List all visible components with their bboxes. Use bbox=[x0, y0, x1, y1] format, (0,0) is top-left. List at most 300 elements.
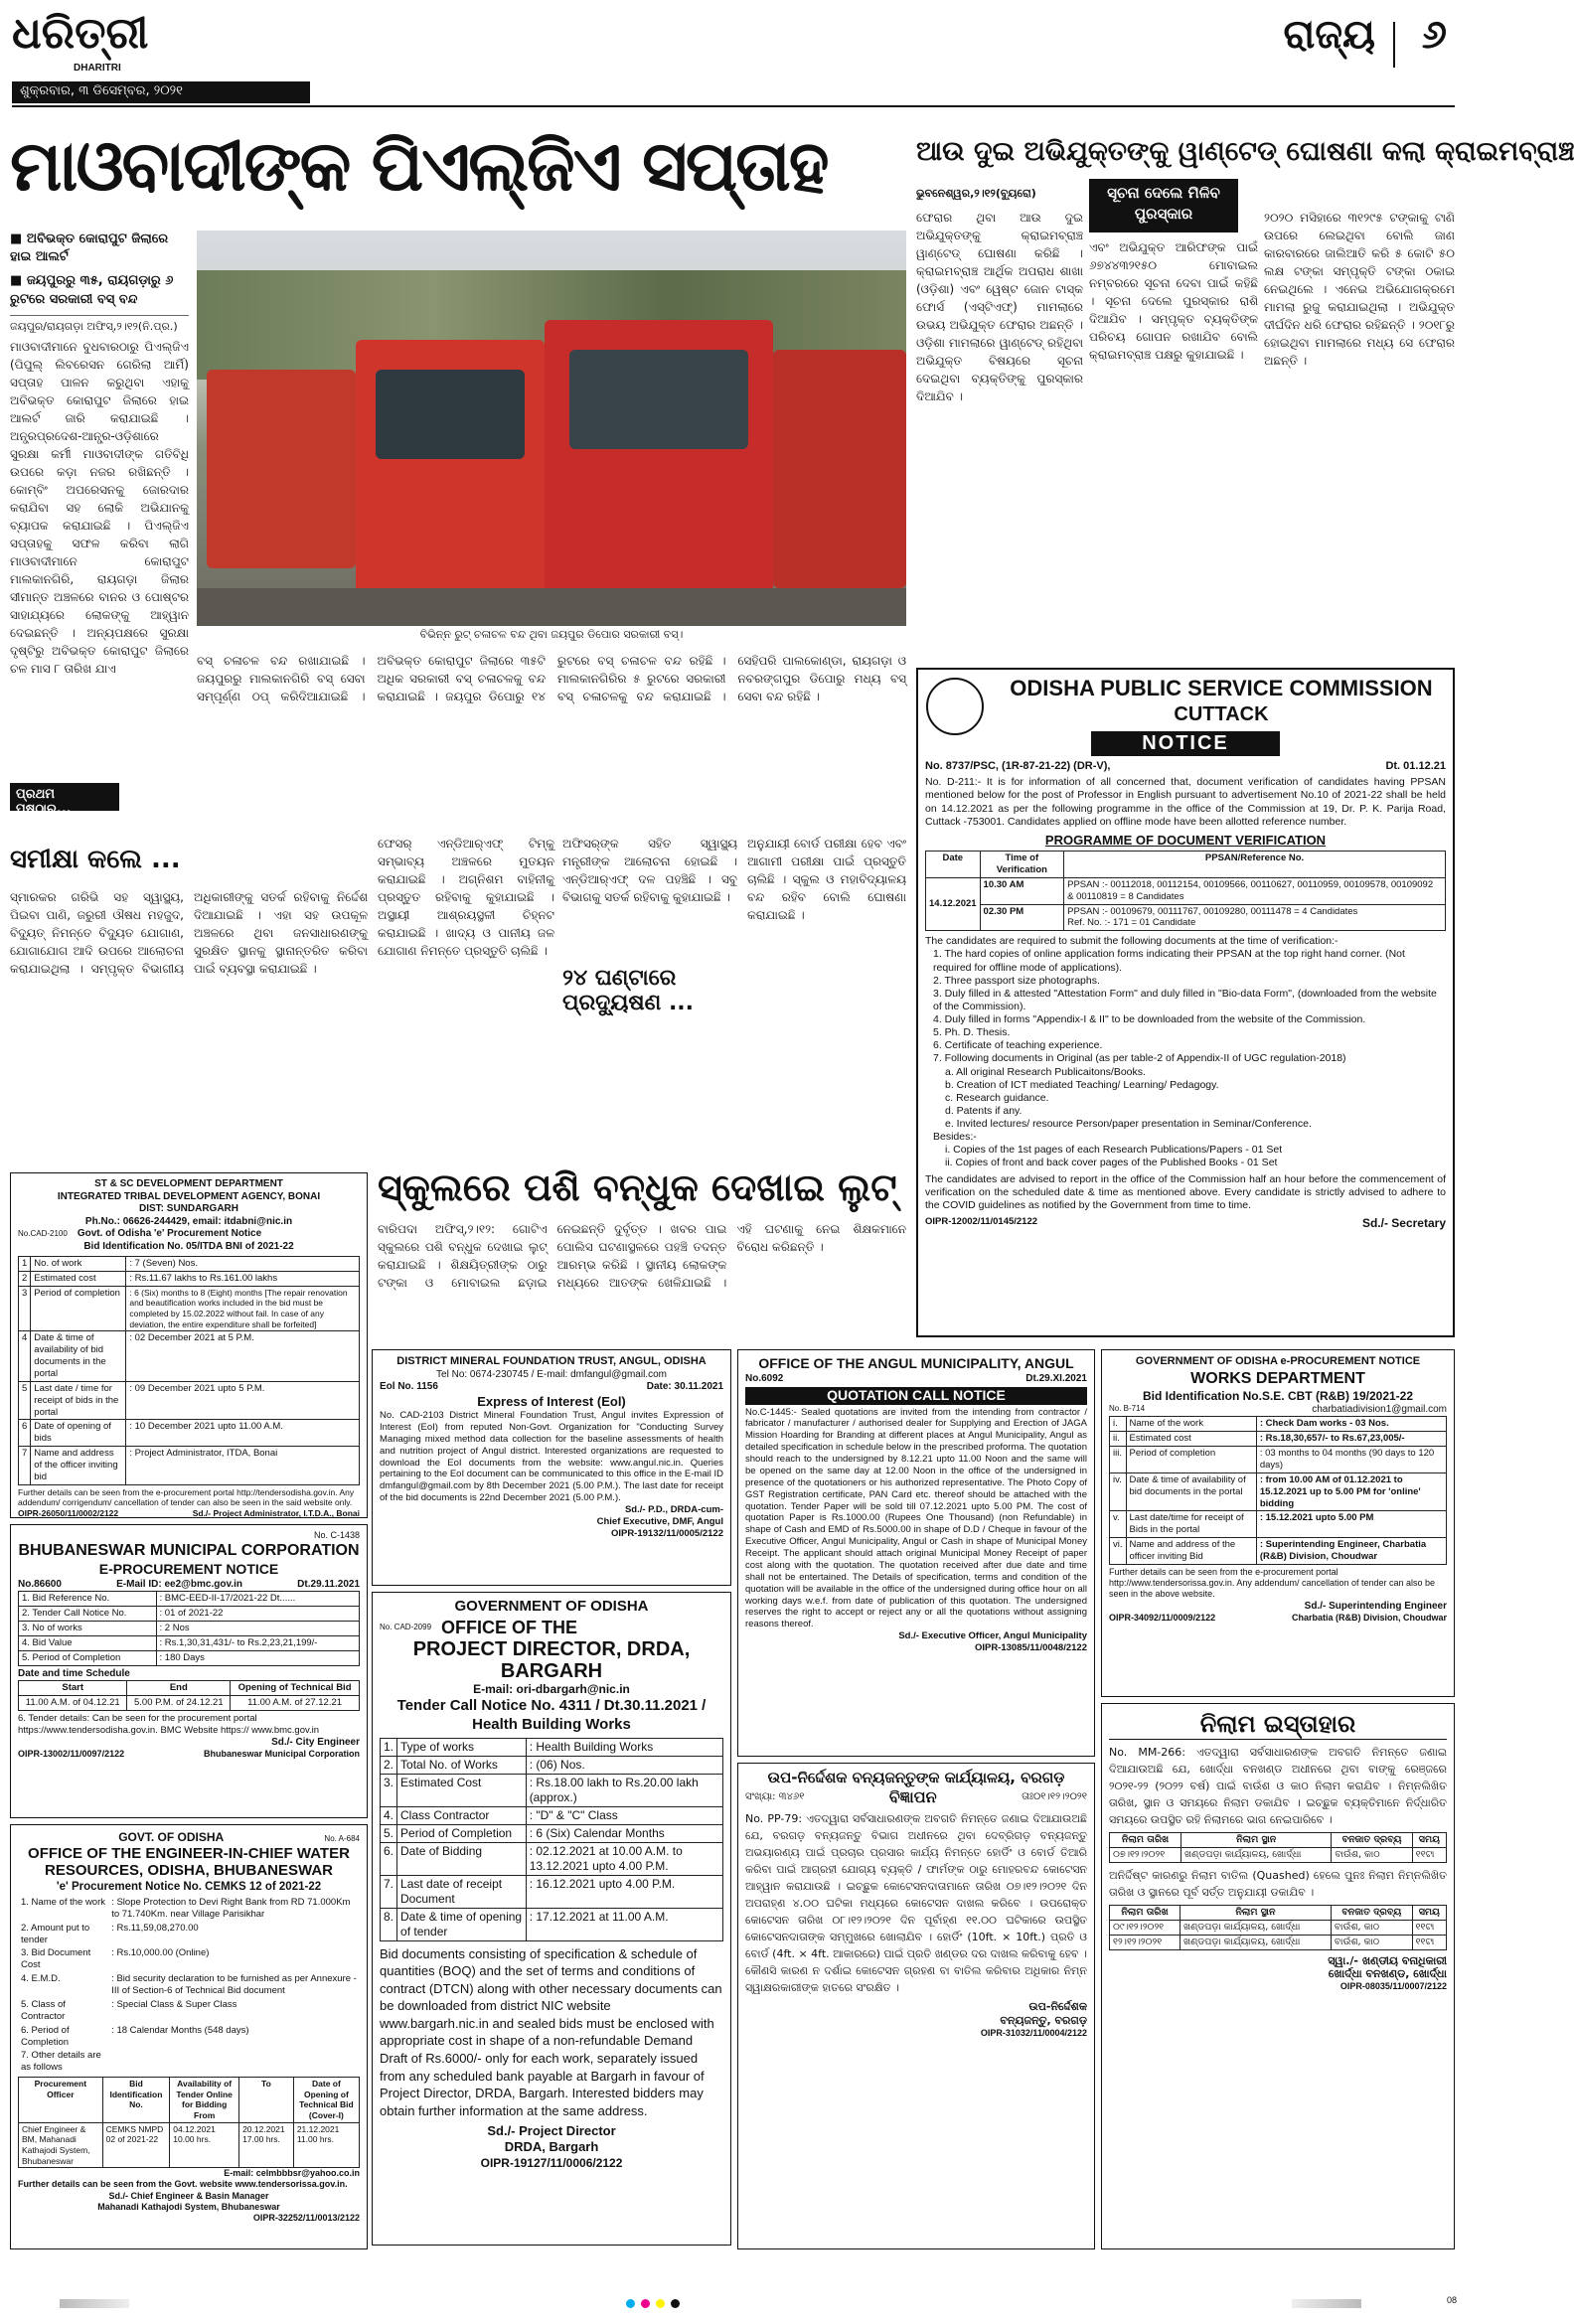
table-cell: 5. Period of Completion bbox=[19, 1650, 157, 1665]
table-cell: ୦୭।୧୨।୨୦୨୧ bbox=[1110, 1848, 1181, 1863]
dmf-contact: Tel No: 0674-230745 / E-mail: dmfangul@gmail.com bbox=[436, 1368, 667, 1380]
table-row bbox=[1110, 1432, 1447, 1447]
table-cell: Date & time of availability of bid documents in the portal bbox=[31, 1331, 126, 1382]
color-strip bbox=[60, 2299, 129, 2308]
table-cell: Period of completion bbox=[1126, 1447, 1256, 1473]
signature: ଉପ-ନିର୍ଦ୍ଦେଶକ bbox=[1028, 2000, 1087, 2014]
table-row bbox=[18, 1972, 360, 1998]
itda-bid: Bid Identification No. 05/ITDA BNI of 2021-22 bbox=[83, 1240, 294, 1252]
table-cell-line: Ref. No. :- 171 = 01 Candidate bbox=[1067, 917, 1196, 929]
dmf-eol: Eol No. 1156 bbox=[380, 1381, 438, 1393]
table-row bbox=[19, 1592, 360, 1607]
itda-notice bbox=[10, 1172, 368, 1518]
table-cell: Period of Completion bbox=[397, 1824, 527, 1842]
table-cell: 14.12.2021 bbox=[926, 877, 981, 931]
table-cell: 04.12.2021 10.00 hrs. bbox=[170, 2122, 239, 2168]
table-cell: 4. E.M.D. bbox=[21, 1973, 61, 1985]
drda-office: OFFICE OF THE bbox=[441, 1617, 578, 1637]
auction-table-2 bbox=[1109, 1905, 1447, 1950]
table-header: Date bbox=[926, 852, 981, 878]
drda-table bbox=[380, 1738, 723, 1941]
works-gov: GOVERNMENT OF ODISHA e-PROCUREMENT NOTICE bbox=[1135, 1355, 1421, 1367]
table-cell: 1 bbox=[19, 1257, 31, 1272]
angul-date: Dt.29.XI.2021 bbox=[1025, 1372, 1087, 1384]
list-item: b. Creation of ICT mediated Teaching/ Learning/ Pedagogy. bbox=[945, 1078, 1219, 1091]
table-cell: Date & time of opening of tender bbox=[397, 1908, 527, 1940]
table-header: Date of Opening of Technical Bid (Cover-I) bbox=[293, 2078, 359, 2123]
lead-body-text: ବସ୍‌ ଚଳାଚଳ ବନ୍ଦ ରଖାଯାଇଛି । ଜୟପୁରରୁ ମାଲକାନଗିରି ବସ୍‌ ସେବା ସମ୍ପୂର୍ଣ୍ଣ ଠପ୍‌ କରିଦିଆଯାଇଛି । ଅବିଭକ୍ତ କୋରାପୁଟ ଜିଲାରେ ୩୫ଟି ଅଧିକ ସରକାରୀ ବସ୍‌ ଚଳାଚଳକୁ ବନ୍ଦ କରାଯାଇଛି । ଜୟପୁର ଡିପୋରୁ ୧୪ ରୁଟରେ ବସ୍‌ ଚଳାଚଳ ବନ୍ଦ ରହିଛି । ମାଲକାନଗିରିର ୫ ରୁଟରେ ସରକାରୀ ବସ୍‌ ଚଳାଚଳକୁ ବନ୍ଦ କରାଯାଇଛି । ସେହିପରି ପାଲକୋଣ୍ଡା, ରାୟଗଡ଼ା ଓ ନବରଙ୍ଗପୁର ଡିପୋରୁ ମଧ୍ୟ ବସ୍‌ ସେବା ବନ୍ଦ ରହିଛି । bbox=[197, 654, 906, 703]
drda-email: E-mail: ori-dbargarh@nic.in bbox=[473, 1682, 630, 1697]
wr-table bbox=[18, 1896, 360, 2075]
bmc-no: No.86600 bbox=[18, 1578, 62, 1590]
table-cell: ୧୧ଟା bbox=[1412, 1935, 1446, 1949]
table-cell: : Rs.10,000.00 (Online) bbox=[111, 1947, 210, 1959]
itda-agency: INTEGRATED TRIBAL DEVELOPMENT AGENCY, BONAI bbox=[57, 1190, 321, 1202]
table-cell: 2. Tender Call Notice No. bbox=[19, 1607, 157, 1622]
drda-notice bbox=[372, 1592, 731, 2246]
table-cell: ବାଉଁଶ, କାଠ bbox=[1331, 1920, 1412, 1935]
angul-no: No.6092 bbox=[745, 1372, 784, 1384]
table-cell: 8. bbox=[381, 1908, 397, 1940]
wr-further: Further details can be seen from the Govt. website www.tendersorissa.gov.in. bbox=[18, 2179, 348, 2190]
table-cell: 3. No of works bbox=[19, 1622, 157, 1636]
oipr-code: OIPR-13002/11/0097/2122 bbox=[18, 1749, 125, 1760]
table-cell: 1. bbox=[381, 1738, 397, 1756]
crime-headline: ଆଉ ଦୁଇ ଅଭିଯୁକ୍ତଙ୍କୁ ୱାଣ୍ଟେଡ୍‌ ଘୋଷଣା କଲା କ୍ରାଇମବ୍ରାଞ୍ଚ bbox=[916, 136, 1574, 167]
table-cell: i. bbox=[1110, 1417, 1127, 1432]
list-item: 2. Three passport size photographs. bbox=[933, 974, 1100, 987]
dmf-date: Date: 30.11.2021 bbox=[646, 1381, 723, 1393]
table-cell: ଖଣ୍ଡପଡ଼ା କାର୍ଯ୍ୟାଳୟ, ଖୋର୍ଦ୍ଧା bbox=[1181, 1848, 1332, 1863]
list-item: ii. Copies of front and back cover pages of the Published Books - 01 Set bbox=[945, 1157, 1278, 1169]
bus-depot-photo bbox=[197, 231, 906, 626]
signature: Sd./- Project Director bbox=[487, 2123, 616, 2139]
table-cell: : Special Class & Super Class bbox=[111, 1998, 237, 2010]
angul-notice bbox=[737, 1349, 1095, 1757]
table-row bbox=[1110, 1447, 1447, 1473]
table-cell: Type of works bbox=[397, 1738, 527, 1756]
table-cell: 6. bbox=[381, 1842, 397, 1875]
lead-bullet: ■ ଜୟପୁରରୁ ୩୫, ରାୟଗଡ଼ାରୁ ୬ ରୁଟରେ ସରକାରୀ ବସ୍‌ ବନ୍ଦ bbox=[10, 273, 174, 307]
table-row bbox=[19, 1447, 360, 1485]
table-cell: Class Contractor bbox=[397, 1806, 527, 1824]
registration-mark bbox=[671, 2299, 680, 2308]
table-cell: 5.00 P.M. of 24.12.21 bbox=[127, 1696, 231, 1711]
table-cell: ୧୨।୧୨।୨୦୨୧ bbox=[1110, 1935, 1180, 1949]
table-cell: : Project Administrator, ITDA, Bonai bbox=[126, 1447, 360, 1485]
oipr-code: OIPR-26050/11/0002/2122 bbox=[18, 1508, 119, 1518]
list-item: e. Invited lectures/ resource Person/paper presentation in Seminar/Conference. bbox=[945, 1118, 1312, 1130]
photo-caption: ବିଭିନ୍ନ ରୁଟ୍‌ ଚଳାଚଳ ବନ୍ଦ ଥିବା ଜୟପୁର ଡିପୋର ସରକାରୀ ବସ୍‌। bbox=[419, 628, 684, 641]
table-cell: ୦୯।୧୨।୨୦୨୧ bbox=[1110, 1920, 1180, 1935]
table-cell: : 10 December 2021 upto 11.00 A.M. bbox=[126, 1420, 360, 1447]
table-row bbox=[1110, 1538, 1447, 1565]
oipr-code: OIPR-19127/11/0006/2122 bbox=[480, 2155, 623, 2170]
table-row bbox=[18, 1946, 360, 1972]
table-cell: Last date of receipt Document bbox=[397, 1875, 527, 1908]
school-body: ବାରିପଦା ଅଫିସ୍‌,୨।୧୨: ଗୋଟିଏ ସ୍କୁଲରେ ପଶି ବନ୍ଧୁକ ଦେଖାଇ ଲୁଟ୍‌ କରାଯାଇଛି । ଶିକ୍ଷୟିତ୍ରୀଙ୍କ ଠାରୁ ଟଙ୍କା ଓ ମୋବାଇଲ ଛଡ଼ାଇ ନେଇଛନ୍ତି ଦୁର୍ବୃତ୍ତ । ଖବର ପାଇ ପୋଲିସ ଘଟଣାସ୍ଥଳରେ ପହଞ୍ଚି ତଦନ୍ତ ଆରମ୍ଭ କରିଛି । ସ୍ଥାନୀୟ ଲୋକଙ୍କ ମଧ୍ୟରେ ଆତଙ୍କ ଖେଳିଯାଇଛି । ଏହି ଘଟଣାକୁ ନେଇ ଶିକ୍ଷକମାନେ ବିରୋଧ କରିଛନ୍ତି । bbox=[378, 1222, 906, 1290]
dmf-body: No. CAD-2103 District Mineral Foundation Trust, Angul invites Expression of Interest (EoI) from reputed Non-Govt. Organization for "Conducting Survey Managing mixed method data collection for the baseline assessments of health and nutrition project of Angul district. Interested organizations are requested to download the EoI documents from the website: www.angul.nic.in. Queries pertaining to the EoI document can be communicated to this office in the E-mail ID dmfangul@gmail.com by 8th December 2021 (5.00 P.M.). The last date for receipt of the bid documents is 22nd December 2021 (5.00 P.M.). bbox=[380, 1410, 723, 1504]
table-cell: ବାଉଁଶ, କାଠ bbox=[1331, 1935, 1412, 1949]
table-cell: ବାଉଁଶ, କାଠ bbox=[1332, 1848, 1412, 1863]
table-cell: : Rs.1,30,31,431/- to Rs.2,23,21,199/- bbox=[156, 1635, 359, 1650]
angul-body: No.C-1445:- Sealed quotations are invited from the intending from contractor / fabricator / manufacturer / authorised dealer for Supplying and Erection of JAGA Mission Hoarding for Branding at different places at Angul Municipality, Angul as detailed specification in schedule below in the prescribed proforma. The quotation should reach to the undersigned by 8.12.21 upto 11.00 Noon and the same will be opened on the same day at 12.00 Noon in the office of the undersigned in presence of the quotationers or his authorized representative. The Photo Copy of GST Registration certificate, PAN Card etc. thereof should be attached with the quotation. Tender Paper will be sold till 07.12.2021 upto 5.00 PM. The cost of quotation Paper is Rs.1000.00 (Rupees One Thousand) (non Refundable) in shape of Cash and EMD of Rs.5000.00 in shape of D.D / Cheque in favour of the Executive Officer, Angul Municipality, Angul or Cash in shape of Municipal Money Receipt. The applicant should attach original Municipal Money Receipt of paper cost along with the quotation. The quotation received after due date and time shall not be entertained. The Details of specification, terms and condition of the quotation will be available in the office of the undersigned during office hour on all working days w.e.f. from date of publication of this quotation. The undersigned reserves the right to accept or reject any or all the quotations without assigning reasons thereof. bbox=[745, 1406, 1087, 1630]
table-row bbox=[381, 1908, 723, 1940]
opsc-notice-label: NOTICE bbox=[1091, 731, 1280, 756]
works-bid: Bid Identification No.S.E. CBT (R&B) 19/2021-22 bbox=[1142, 1388, 1414, 1403]
list-item: 5. Ph. D. Thesis. bbox=[933, 1026, 1011, 1039]
table-cell: : Rs.18.00 lakh to Rs.20.00 lakh (approx.) bbox=[526, 1774, 722, 1806]
table-row bbox=[18, 1998, 360, 2024]
page-number: ୬ bbox=[1421, 12, 1447, 58]
dmf-title: DISTRICT MINERAL FOUNDATION TRUST, ANGUL, ODISHA bbox=[396, 1355, 707, 1367]
table-row bbox=[1110, 1472, 1447, 1511]
table-cell: Chief Engineer & BM, Mahanadi Kathajodi System, Bhubaneswar bbox=[19, 2122, 103, 2168]
table-row bbox=[19, 1257, 360, 1272]
opsc-programme-title: PROGRAMME OF DOCUMENT VERIFICATION bbox=[1044, 832, 1327, 848]
table-cell: Last date / time for receipt of bids in the portal bbox=[31, 1381, 126, 1420]
table-cell: Estimated cost bbox=[31, 1271, 126, 1286]
table-cell: ୧୧ଟା bbox=[1412, 1848, 1446, 1863]
lead-headline: ମାଓବାଦୀଙ୍କ ପିଏଲ୍‌ଜିଏ ସପ୍ତାହ bbox=[10, 125, 828, 207]
oipr-code: OIPR-34092/11/0009/2122 bbox=[1109, 1613, 1216, 1624]
table-cell: 02.30 PM bbox=[980, 904, 1064, 931]
table-cell: 3. bbox=[381, 1774, 397, 1806]
forest-notice bbox=[737, 1763, 1095, 2249]
auction-body-2: ଅନିର୍ଦ୍ଦିଷ୍ଟ କାରଣରୁ ନିଲାମ ବାତିଲ (Quashed) ହେଲେ ପୁନଃ ନିଲାମ ନିମ୍ନଲିଖିତ ତାରିଖ ଓ ସ୍ଥାନରେ ପୂର୍ବ ସର୍ତ୍ତ ଅନୁଯାୟୀ ଡକାଯିବ । bbox=[1109, 1868, 1447, 1900]
table-cell: 5. bbox=[381, 1824, 397, 1842]
table-row bbox=[19, 1622, 360, 1636]
opsc-city: CUTTACK bbox=[1174, 702, 1269, 725]
forest-title: ଉପ-ନିର୍ଦ୍ଦେଶକ ବନ୍ୟଜନ୍ତୁଙ୍କ କାର୍ଯ୍ୟାଳୟ, ବରଗଡ଼ bbox=[767, 1769, 1065, 1786]
table-cell: 21.12.2021 11.00 hrs. bbox=[293, 2122, 359, 2168]
table-header: PPSAN/Reference No. bbox=[1064, 852, 1446, 878]
table-cell: : Rs.11,59,08,270.00 bbox=[111, 1922, 199, 1934]
table-row bbox=[19, 1420, 360, 1447]
drda-gov: GOVERNMENT OF ODISHA bbox=[454, 1598, 649, 1615]
table-cell: : 09 December 2021 upto 5 P.M. bbox=[126, 1381, 360, 1420]
auction-body: No. MM-266: ଏତଦ୍ୱାରା ସର୍ବସାଧାରଣଙ୍କ ଅବଗତି ନିମନ୍ତେ ଜଣାଇ ଦିଆଯାଉଅଛି ଯେ, ଖୋର୍ଦ୍ଧା ବନଖଣ୍ଡ ଅଧୀନରେ ଥିବା ବାଙ୍କୁ ରେଞ୍ଜରେ ୨୦୨୧-୨୨ (୨୦୨୨ ବର୍ଷ) ପାଇଁ ବାଉଁଶ ଓ କାଠ ନିଲାମ କରାଯିବ । ନିମ୍ନଲିଖିତ ତାରିଖ, ସ୍ଥାନ ଓ ସମୟରେ ନିଲାମ ଡକାଯିବ । ଇଚ୍ଛୁକ ବ୍ୟକ୍ତିମାନେ ନିର୍ଦ୍ଧାରିତ ସମୟରେ ଉପସ୍ଥିତ ରହି ନିଲାମରେ ଭାଗ ନେଇପାରିବେ । bbox=[1109, 1746, 1447, 1827]
itda-dept: ST & SC DEVELOPMENT DEPARTMENT bbox=[94, 1178, 283, 1189]
opsc-verification-table bbox=[925, 851, 1446, 931]
table-cell: : from 10.00 AM of 01.12.2021 to 15.12.2021 up to 5.00 PM for 'online' bidding bbox=[1256, 1472, 1446, 1511]
table-cell: 4. Bid Value bbox=[19, 1635, 157, 1650]
color-strip bbox=[1292, 2299, 1361, 2308]
auction-notice bbox=[1101, 1703, 1455, 2249]
table-header: ସମୟ bbox=[1412, 1906, 1446, 1921]
list-item: c. Research guidance. bbox=[945, 1091, 1049, 1104]
table-cell: 2. Amount put to tender bbox=[21, 1922, 90, 1945]
works-dept: WORKS DEPARTMENT bbox=[1190, 1369, 1365, 1387]
table-row bbox=[1110, 1935, 1447, 1949]
works-notice bbox=[1101, 1349, 1455, 1697]
signature: Sd./- Superintending Engineer bbox=[1304, 1600, 1447, 1612]
list-item: a. All original Research Publicaitons/Books. bbox=[945, 1065, 1146, 1078]
table-cell: 6 bbox=[19, 1420, 31, 1447]
table-cell: : 02 December 2021 at 5 P.M. bbox=[126, 1331, 360, 1382]
wr-procurement: 'e' Procurement Notice No. CEMKS 12 of 2021-22 bbox=[56, 1880, 322, 1893]
table-header: To bbox=[239, 2078, 294, 2123]
table-cell: Date of opening of bids bbox=[31, 1420, 126, 1447]
section-divider bbox=[1393, 22, 1395, 68]
signature: Sd./- City Engineer bbox=[271, 1736, 360, 1748]
opsc-title: ODISHA PUBLIC SERVICE COMMISSION bbox=[1010, 676, 1433, 700]
table-header: Opening of Technical Bid bbox=[231, 1681, 360, 1696]
drda-tender: Tender Call Notice No. 4311 / Dt.30.11.2021 / Health Building Works bbox=[396, 1697, 707, 1733]
review-col3: ଅଫିସର୍‌ଙ୍କ ସହିତ ସ୍ୱାସ୍ଥ୍ୟ ମନ୍ତ୍ରୀଙ୍କ ଆଲୋଚନା ହୋଇଛି । ଏନ୍‌ଡିଆର୍‌ଏଫ୍‌ ଦଳ ପହଞ୍ଚିଛି । ସବୁ ବିଭାଗକୁ ସତର୍କ ରହିବାକୁ କୁହାଯାଇଛି । bbox=[562, 837, 737, 904]
print-footer bbox=[0, 2285, 1467, 2324]
table-cell: Name of the work bbox=[1126, 1417, 1256, 1432]
table-cell: vi. bbox=[1110, 1538, 1127, 1565]
table-cell: iv. bbox=[1110, 1472, 1127, 1511]
table-cell: 7 bbox=[19, 1447, 31, 1485]
table-cell: : 15.12.2021 upto 5.00 PM bbox=[1256, 1511, 1446, 1538]
table-row bbox=[19, 1331, 360, 1382]
dmf-notice bbox=[372, 1349, 731, 1586]
table-cell: 1. Bid Reference No. bbox=[19, 1592, 157, 1607]
table-row bbox=[19, 1635, 360, 1650]
list-item: i. Copies of the 1st pages of each Research Publications/Papers - 01 Set bbox=[945, 1144, 1283, 1157]
itda-table bbox=[18, 1256, 360, 1485]
drda-title: PROJECT DIRECTOR, DRDA, BARGARH bbox=[412, 1638, 691, 1683]
wr-bid-table bbox=[18, 2077, 360, 2168]
table-cell: 20.12.2021 17.00 hrs. bbox=[239, 2122, 294, 2168]
oipr-code: OIPR-19132/11/0005/2122 bbox=[610, 1527, 723, 1539]
table-cell: v. bbox=[1110, 1511, 1127, 1538]
oipr-code: OIPR-13085/11/0048/2122 bbox=[974, 1642, 1087, 1653]
forest-no: ସଂଖ୍ୟା: ୩୪୬୧ bbox=[745, 1790, 805, 1802]
opsc-ref-no: No. 8737/PSC, (1R-87-21-22) (DR-V), bbox=[925, 759, 1111, 772]
bus-windshield bbox=[376, 370, 525, 459]
table-header: ନିଲାମ ତାରିଖ bbox=[1110, 1906, 1180, 1921]
table-row bbox=[381, 1756, 723, 1774]
logo-subtitle: DHARITRI bbox=[74, 63, 121, 74]
crime-col2: ଏବଂ ଅଭିଯୁକ୍ତ ଆରିଫଙ୍କ ପାଇଁ ୬୭୪୪୩୨୧୫୦ ମୋବାଇଲ ନମ୍ବରରେ ସୂଚନା ଦେବା ପାଇଁ କହିଛି । ସୂଚନା ଦେଲେ ପୁରସ୍କାର ରାଶି ଦିଆଯିବ । ସମ୍ପୃକ୍ତ ବ୍ୟକ୍ତିଙ୍କ ପରିଚୟ ଗୋପନ ରଖାଯିବ ବୋଲି କ୍ରାଇମବ୍ରାଞ୍ଚ ପକ୍ଷରୁ କୁହାଯାଇଛି । bbox=[1089, 240, 1258, 362]
wr-code: No. A-684 bbox=[324, 1834, 360, 1843]
table-cell: ii. bbox=[1110, 1432, 1127, 1447]
table-cell: : Superintending Engineer, Charbatia (R&B) Division, Choudwar bbox=[1256, 1538, 1446, 1565]
table-header: ନିଲାମ ସ୍ଥାନ bbox=[1181, 1833, 1332, 1848]
table-cell: 5 bbox=[19, 1381, 31, 1420]
table-header: Availability of Tender Online for Bidding From bbox=[170, 2078, 239, 2123]
table-cell: : 18 Calendar Months (548 days) bbox=[111, 2024, 249, 2036]
review-col4: ଅନୁଯାୟୀ ବୋର୍ଡ ପରୀକ୍ଷା ହେବ ଏବଂ ଆଗାମୀ ପରୀକ୍ଷା ପାଇଁ ପ୍ରସ୍ତୁତି ଚାଲିଛି । ସ୍କୁଲ ଓ ମହାବିଦ୍ୟାଳୟ ବନ୍ଦ ରହିବ ବୋଲି ଘୋଷଣା କରାଯାଇଛି । bbox=[747, 837, 906, 922]
opsc-requirement: The candidates are required to submit the following documents at the time of verification:- bbox=[925, 935, 1338, 948]
table-cell: : Check Dam works - 03 Nos. bbox=[1256, 1417, 1446, 1432]
table-cell: ଖଣ୍ଡପଡ଼ା କାର୍ଯ୍ୟାଳୟ, ଖୋର୍ଦ୍ଧା bbox=[1180, 1935, 1331, 1949]
opsc-closing: The candidates are advised to report in the office of the Commission half an hour before the commencement of verification on the scheduled date & time as mentioned above. Every candidate is strictly advised to adhere to the COVID guidelines as notified by the Government from time to time. bbox=[925, 1172, 1446, 1211]
signature: Sd./- Chief Engineer & Basin Manager bbox=[108, 2190, 269, 2201]
table-cell: 1. Name of the work bbox=[21, 1896, 106, 1908]
table-cell: 7. bbox=[381, 1875, 397, 1908]
table-header: ନିଲାମ ତାରିଖ bbox=[1110, 1833, 1181, 1848]
table-cell-line: PPSAN :- 00109679, 00111767, 00109280, 00111478 = 4 Candidates bbox=[1067, 905, 1358, 917]
masthead bbox=[12, 8, 1455, 107]
table-cell: : 7 (Seven) Nos. bbox=[126, 1257, 360, 1272]
dmf-subtitle: Express of Interest (Eol) bbox=[477, 1393, 626, 1409]
wr-email: E-mail: celmbbbsr@yahoo.co.in bbox=[224, 2168, 360, 2179]
forest-date: ତାଃ୦୧।୧୨।୨୦୨୧ bbox=[1022, 1790, 1087, 1802]
table-cell: : Rs.11.67 lakhs to Rs.161.00 lakhs bbox=[126, 1271, 360, 1286]
works-table bbox=[1109, 1416, 1447, 1565]
section-title: ରାଜ୍ୟ bbox=[1283, 12, 1375, 58]
table-row bbox=[381, 1824, 723, 1842]
table-cell: : 02.12.2021 at 10.00 A.M. to 13.12.2021 upto 4.00 P.M. bbox=[526, 1842, 722, 1875]
opsc-intro: No. D-211:- It is for information of all concerned that, document verification of candidates having PPSAN mentioned below for the post of Professor in English pursuant to advertisement No.10 of 2021-22 shall be held on 14.12.2021 as per the following programme in the office of the Commission at 19, Dr. P. K. Parija Road, Cuttack -753001. Candidates applied on offline mode have been allotted reference number. bbox=[925, 776, 1446, 828]
bus-shape bbox=[773, 350, 906, 588]
table-row bbox=[19, 1381, 360, 1420]
lead-left-column bbox=[10, 231, 189, 823]
registration-mark bbox=[626, 2299, 635, 2308]
list-item: 6. Certificate of teaching experience. bbox=[933, 1039, 1103, 1052]
table-cell: : Rs.18,30,657/- to Rs.67,23,005/- bbox=[1256, 1432, 1446, 1447]
drda-body: Bid documents consisting of specification & schedule of quantities (BOQ) and the set of terms and conditions of contract (DTCN) along with other necessary documents can be downloaded from district NIC website www.bargarh.nic.in and sealed bids must be enclosed with appropriate cost in shape of a non-refundable Demand Draft of Rs.6000/- only for each work, separately issued from any scheduled bank payable at Bargarh in favour of Project Director, DRDA, Bargarh. Interested bidders may obtain further information at the same address. bbox=[380, 1945, 722, 2118]
table-cell: 6. Period of Completion bbox=[21, 2024, 70, 2048]
table-cell: : "D" & "C" Class bbox=[526, 1806, 722, 1824]
table-row bbox=[381, 1738, 723, 1756]
table-cell: PPSAN :- 00112018, 00112154, 00109566, 00110627, 00110959, 00109578, 00109092 & 00110819 = 8 Candidates bbox=[1064, 877, 1446, 904]
table-cell: : Slope Protection to Devi Right Bank from RD 71.000Km to 71.740Km. near Village Parisikhar bbox=[111, 1896, 351, 1920]
table-cell: 2 bbox=[19, 1271, 31, 1286]
registration-mark bbox=[656, 2299, 665, 2308]
table-cell bbox=[108, 2049, 360, 2075]
forest-subtitle: ବିଜ୍ଞାପନ bbox=[888, 1786, 937, 1806]
works-further: Further details can be seen from the e-procurement portal http://www.tendersorissa.gov.in. Any addendum/ cancellation of tender can also be seen in the above website. bbox=[1109, 1566, 1436, 1600]
table-row bbox=[1110, 1417, 1447, 1432]
table-cell: : Health Building Works bbox=[526, 1738, 722, 1756]
bmc-note: 6. Tender details: Can be seen for the procurement portal https://www.tendersodisha.gov.in. BMC Website https:// www.bmc.gov.in bbox=[18, 1712, 320, 1736]
table-cell: 11.00 A.M. of 27.12.21 bbox=[231, 1696, 360, 1711]
table-cell: No. of work bbox=[31, 1257, 126, 1272]
table-cell: Date & time of availability of bid documents in the portal bbox=[1126, 1472, 1256, 1511]
table-header: ନିଲାମ ସ୍ଥାନ bbox=[1180, 1906, 1331, 1921]
table-cell: Estimated Cost bbox=[397, 1774, 527, 1806]
reward-box: ସୂଚନା ଦେଲେ ମିଳିବ ପୁରସ୍କାର bbox=[1089, 179, 1238, 232]
signature: ଖୋର୍ଦ୍ଧା ବନଖଣ୍ଡ, ଖୋର୍ଦ୍ଧା bbox=[1328, 1967, 1447, 1981]
bmc-notice bbox=[10, 1524, 368, 1818]
review-col2: ଫେସର୍‌ ଏନ୍‌ଡିଆର୍‌ଏଫ୍‌ ଟିମ୍‌କୁ ସମ୍ଭାବ୍ୟ ଅଞ୍ଚଳରେ ମୁତୟନ କରାଯାଇଛି । ଅଗ୍ନିଶମ ବାହିନୀକୁ ପ୍ରସ୍ତୁତ ରହିବାକୁ କୁହାଯାଇଛି । ଅସ୍ଥାୟୀ ଆଶ୍ରୟସ୍ଥଳୀ ଚିହ୍ନଟ କରାଯାଇଛି । ଖାଦ୍ୟ ଓ ପାନୀୟ ଜଳ ଯୋଗାଣ ନିମନ୍ତେ ପ୍ରସ୍ତୁତି ଚାଲିଛି । bbox=[378, 837, 554, 958]
bmc-subtitle: E-PROCUREMENT NOTICE bbox=[98, 1561, 279, 1578]
table-cell: 11.00 A.M. of 04.12.21 bbox=[19, 1696, 127, 1711]
signature: Sd./- Executive Officer, Angul Municipality bbox=[898, 1630, 1087, 1642]
table-cell: : 17.12.2021 at 11.00 A.M. bbox=[526, 1908, 722, 1940]
table-header: Bid Identification No. bbox=[102, 2078, 170, 2123]
table-cell: 10.30 AM bbox=[980, 877, 1064, 904]
table-cell: 4. bbox=[381, 1806, 397, 1824]
table-cell bbox=[1064, 904, 1446, 931]
table-cell: iii. bbox=[1110, 1447, 1127, 1473]
bmc-date: Dt.29.11.2021 bbox=[297, 1578, 360, 1590]
bmc-schedule-title: Date and time Schedule bbox=[18, 1667, 130, 1679]
itda-code: No.CAD-2100 bbox=[18, 1229, 68, 1238]
table-header: ସମୟ bbox=[1412, 1833, 1446, 1848]
table-cell: : 6 (Six) Calendar Months bbox=[526, 1824, 722, 1842]
drda-code: No. CAD-2099 bbox=[380, 1623, 432, 1631]
bmc-schedule-table bbox=[18, 1680, 360, 1711]
bus-shape bbox=[207, 370, 356, 568]
table-cell: Period of completion bbox=[31, 1286, 126, 1331]
continued-label: ପ୍ରଥମ ପୃଷ୍ଠାରୁ... bbox=[10, 783, 119, 811]
table-cell: CEMKS NMPD 02 of 2021-22 bbox=[102, 2122, 170, 2168]
registration-mark bbox=[641, 2299, 650, 2308]
signature: Bhubaneswar Municipal Corporation bbox=[203, 1749, 360, 1760]
list-item: d. Patents if any. bbox=[945, 1104, 1023, 1117]
table-row bbox=[18, 2024, 360, 2050]
table-row bbox=[1110, 1511, 1447, 1538]
list-item: 4. Duly filled in forms "Appendix-I & II" to be downloaded from the website of the Commission. bbox=[933, 1013, 1366, 1025]
issue-date: ଶୁକ୍ରବାର, ୩ ଡିସେମ୍ବର, ୨୦୨୧ bbox=[12, 81, 310, 103]
table-cell: : BMC-EED-II-17/2021-22 Dt...... bbox=[156, 1592, 359, 1607]
oipr-code: OIPR-32252/11/0013/2122 bbox=[252, 2213, 360, 2224]
signature: Chief Executive, DMF, Angul bbox=[596, 1515, 723, 1527]
auction-title: ନିଲାମ ଇସ୍ତାହାର bbox=[1109, 1709, 1447, 1740]
table-cell: : 01 of 2021-22 bbox=[156, 1607, 359, 1622]
table-row bbox=[1110, 1920, 1447, 1935]
opsc-seal bbox=[926, 678, 984, 735]
lead-dateline: ଜୟପୁର/ରାୟଗଡ଼ା ଅଫିସ୍‌,୨।୧୨(ନି.ପ୍ର.) bbox=[10, 315, 189, 334]
table-row bbox=[19, 1286, 360, 1331]
review-headline: ସମୀକ୍ଷା କଲେ ... bbox=[10, 845, 181, 874]
table-cell: ୧୧ଟା bbox=[1412, 1920, 1446, 1935]
works-email: charbatiadivision1@gmail.com bbox=[1312, 1403, 1447, 1415]
angul-subtitle: QUOTATION CALL NOTICE bbox=[745, 1387, 1087, 1405]
lead-col1-text: ମାଓବାଦୀମାନେ ବୁଧବାରଠାରୁ ପିଏଲ୍‌ଜିଏ (ପିପୁଲ୍‌ ଲିବରେସନ ଗେରିଲା ଆର୍ମି) ସପ୍ତାହ ପାଳନ କରୁଥିବା ଏହାକୁ ଅବିଭକ୍ତ କୋରାପୁଟ ଜିଲାରେ ହାଇ ଆଲର୍ଟ ଜାରି କରାଯାଇଛି । ଅନ୍ଧ୍ରପ୍ରଦେଶ-ଆନ୍ଧ୍ର-ଓଡ଼ିଶାରେ ସୁରକ୍ଷା କର୍ମୀ ମାଓବାଦୀଙ୍କ ଗତିବିଧି ଉପରେ କଡ଼ା ନଜର ରଖିଛନ୍ତି । କୋମ୍ବିଂ ଅପରେସନକୁ ଜୋରଦାର କରାଯିବା ସହ ଲୋକି ଅଭିଯାନକୁ ବ୍ୟାପକ କରାଯାଇଛି । ପିଏଲ୍‌ଜିଏ ସପ୍ତାହକୁ ସଫଳ କରିବା ଲାଗି ମାଓବାଦୀମାନେ କୋରାପୁଟ ମାଲକାନଗିରି, ରାୟଗଡ଼ା ଜିଲାର ସୀମାନ୍ତ ଅଞ୍ଚଳରେ ବାନର ଓ ପୋଷ୍ଟର ସାହାଯ୍ୟରେ ଲୋକଙ୍କୁ ଆହ୍ୱାନ ଦେଇଛନ୍ତି । ଅନ୍ୟପକ୍ଷରେ ସୁରକ୍ଷା ଦୃଷ୍ଟିରୁ ଅବିଭକ୍ତ କୋରାପୁଟ ଜିଲାରେ ଚଳ ମାସ ୮ ତାରିଖ ଯାଏ bbox=[10, 339, 189, 676]
bmc-table bbox=[18, 1591, 360, 1665]
works-code: No. B-714 bbox=[1109, 1403, 1146, 1413]
oipr-code: OIPR-12002/11/0145/2122 bbox=[925, 1215, 1038, 1227]
table-header: Start bbox=[19, 1681, 127, 1696]
table-row bbox=[18, 1922, 360, 1947]
signature: Sd./- P.D., DRDA-cum- bbox=[624, 1504, 723, 1515]
masthead-rule bbox=[12, 105, 1455, 107]
table-row bbox=[18, 1896, 360, 1922]
list-item: Besides:- bbox=[933, 1131, 977, 1144]
signature: ସ୍ୱା./- ଖଣ୍ଡୀୟ ବନାଧିକାରୀ bbox=[1328, 1953, 1447, 1967]
wr-title: OFFICE OF THE ENGINEER-IN-CHIEF WATER RESOURCES, ODISHA, BHUBANESWAR bbox=[28, 1845, 350, 1880]
table-cell: : 2 Nos bbox=[156, 1622, 359, 1636]
table-row bbox=[381, 1875, 723, 1908]
signature: Charbatia (R&B) Division, Choudwar bbox=[1291, 1613, 1447, 1624]
table-header: Procurement Officer bbox=[19, 2078, 103, 2123]
table-cell: 3 bbox=[19, 1286, 31, 1331]
bmc-title: BHUBANESWAR MUNICIPAL CORPORATION bbox=[18, 1542, 360, 1560]
opsc-doc-list bbox=[933, 948, 1446, 1169]
bmc-code: No. C-1438 bbox=[313, 1530, 360, 1540]
forest-body: No. PP-79: ଏତଦ୍ୱାରା ସର୍ବସାଧାରଣଙ୍କ ଅବଗତି ନିମନ୍ତେ ଜଣାଇ ଦିଆଯାଉଅଛି ଯେ, ବରଗଡ଼ ବନ୍ୟଜନ୍ତୁ ବିଭାଗ ଅଧୀନରେ ଥିବା ଦେବ୍ରିଗଡ଼ ବନ୍ୟଜନ୍ତୁ ଅଭୟାରଣ୍ୟ ପାଇଁ ପ୍ରଚାର ପ୍ରସାର କାର୍ଯ୍ୟ ନିମନ୍ତେ ହୋର୍ଡିଂ ଓ ବୋର୍ଡ ତିଆରି କରିବା ପାଇଁ ଆଗ୍ରହୀ ଯୋଗ୍ୟ ବ୍ୟକ୍ତି / ଫାର୍ମଙ୍କ ଠାରୁ ମୋହରବନ୍ଦ କୋଟେସନ ଆହ୍ୱାନ କରାଯାଉଛି । ଇଚ୍ଛୁକ କୋଟେସନଦାତାମାନେ ତାରିଖ ୦୭।୧୨।୨୦୨୧ ଦିନ ଅପରାହ୍ଣ ୪.୦୦ ଘଟିକା ମଧ୍ୟରେ କୋଟେସନ ଦାଖଲ କରିବେ । ଉପରୋକ୍ତ କୋଟେସନ ତାରିଖ ୦୮।୧୨।୨୦୨୧ ଦିନ ପୂର୍ବାହ୍ଣ ୧୧.୦୦ ଘଟିକାରେ ଉପସ୍ଥିତ କୋଟେସନଦାତାଙ୍କ ସମ୍ମୁଖରେ ଖୋଲାଯିବ । ହୋର୍ଡିଂ (10ft. × 10ft.) ପ୍ରତି ଓ ବୋର୍ଡ (4ft. × 4ft. ଆକାରରେ) ପାଇଁ ପ୍ରତି ଖଣ୍ଡର ଦର ଦାଖଲ କରିବାକୁ ହେବ । କୌଣସି କାରଣ ନ ଦର୍ଶାଇ କୋଟେସନ ଗ୍ରହଣ ବା ବାତିଲ କରିବାର ଅଧିକାର ନିମ୍ନ ସ୍ୱାକ୍ଷରକାରୀଙ୍କ ହାତରେ ସଂରକ୍ଷିତ । bbox=[745, 1811, 1087, 1995]
table-row bbox=[381, 1806, 723, 1824]
signature: ବନ୍ୟଜନ୍ତୁ, ବରଗଡ଼ bbox=[1000, 2014, 1087, 2028]
crime-col1: ଫେରାର ଥିବା ଆଉ ଦୁଇ ଅଭିଯୁକ୍ତଙ୍କୁ କ୍ରାଇମବ୍ରାଞ୍ଚ ୱାଣ୍ଟେଡ୍‌ ଘୋଷଣା କରିଛି । କ୍ରାଇମବ୍ରାଞ୍ଚ ଆର୍ଥିକ ଅପରାଧ ଶାଖା (ଓଡ଼ିଶା) ଏବଂ ୱେଷ୍ଟ ଜୋନ ଟାସ୍କ ଫୋର୍ସ (ଏସ୍‌ଟିଏଫ୍‌) ମାମଲାରେ ଉଭୟ ଅଭିଯୁକ୍ତ ଫେରାର ଅଛନ୍ତି । ଓଡ଼ିଶା ମାମଲାରେ ୱାଣ୍ଟେଡ୍‌ ରହିଥିବା ଅଭିଯୁକ୍ତ ବିଷୟରେ ସୂଚନା ଦେଇଥିବା ବ୍ୟକ୍ତିଙ୍କୁ ପୁରସ୍କାର ଦିଆଯିବ । bbox=[916, 211, 1083, 403]
table-cell: : 16.12.2021 upto 4.00 P.M. bbox=[526, 1875, 722, 1908]
table-cell: Name and address of the officer inviting Bid bbox=[1126, 1538, 1256, 1565]
table-row bbox=[19, 1607, 360, 1622]
table-cell: ଖଣ୍ଡପଡ଼ା କାର୍ଯ୍ୟାଳୟ, ଖୋର୍ଦ୍ଧା bbox=[1180, 1920, 1331, 1935]
angul-title: OFFICE OF THE ANGUL MUNICIPALITY, ANGUL bbox=[758, 1355, 1074, 1371]
table-row bbox=[381, 1774, 723, 1806]
table-row bbox=[1110, 1848, 1447, 1863]
table-cell: 2. bbox=[381, 1756, 397, 1774]
wr-notice bbox=[10, 1824, 368, 2249]
table-cell: 3. Bid Document Cost bbox=[21, 1947, 91, 1971]
table-cell: 7. Other details are as follows bbox=[21, 2050, 101, 2074]
table-row bbox=[18, 2049, 360, 2075]
crime-col3: ୨୦୨୦ ମସିହାରେ ୩୧୨୯୫ ଟଙ୍କାକୁ ଟାଣି ଉପରେ ଲେଇଥିବା ବୋଲି ଜାଣ କାରବାରରେ ଜାଲିଆତି କରି ୫ କୋଟି ୫୦ ଲକ୍ଷ ଟଙ୍କା ସମ୍ପୃକ୍ତି ଟଙ୍କା ଠକାଇ ନେଇଥିଲେ । ଏନେଇ ଅଭିଯୋଗକ୍ରମେ ମାମଲା ରୁଜୁ କରାଯାଇଥିଲା । ଅଭିଯୁକ୍ତ ଦୀର୍ଘଦିନ ଧରି ଫେରାର ରହିଛନ୍ତି । ୨୦୧୮ରୁ ହୋଇଥିବା ମାମଲାରେ ମଧ୍ୟ ସେ ଫେରାର ଅଛନ୍ତି । bbox=[1264, 211, 1455, 368]
table-cell: : 6 (Six) months to 8 (Eight) months [The repair renovation and beautification works included in the bid must be completed by 15.02.2022 without fail. In case of any deviation, the entire expenditure shall be forfeited] bbox=[126, 1286, 360, 1331]
signature: Sd./- Project Administrator, I.T.D.A., Bonai bbox=[192, 1508, 360, 1518]
school-headline: ସ୍କୁଲରେ ପଶି ବନ୍ଧୁକ ଦେଖାଇ ଲୁଟ୍‌ bbox=[378, 1165, 897, 1209]
table-row bbox=[19, 1271, 360, 1286]
itda-dist: DIST: SUNDARGARH bbox=[139, 1203, 238, 1214]
